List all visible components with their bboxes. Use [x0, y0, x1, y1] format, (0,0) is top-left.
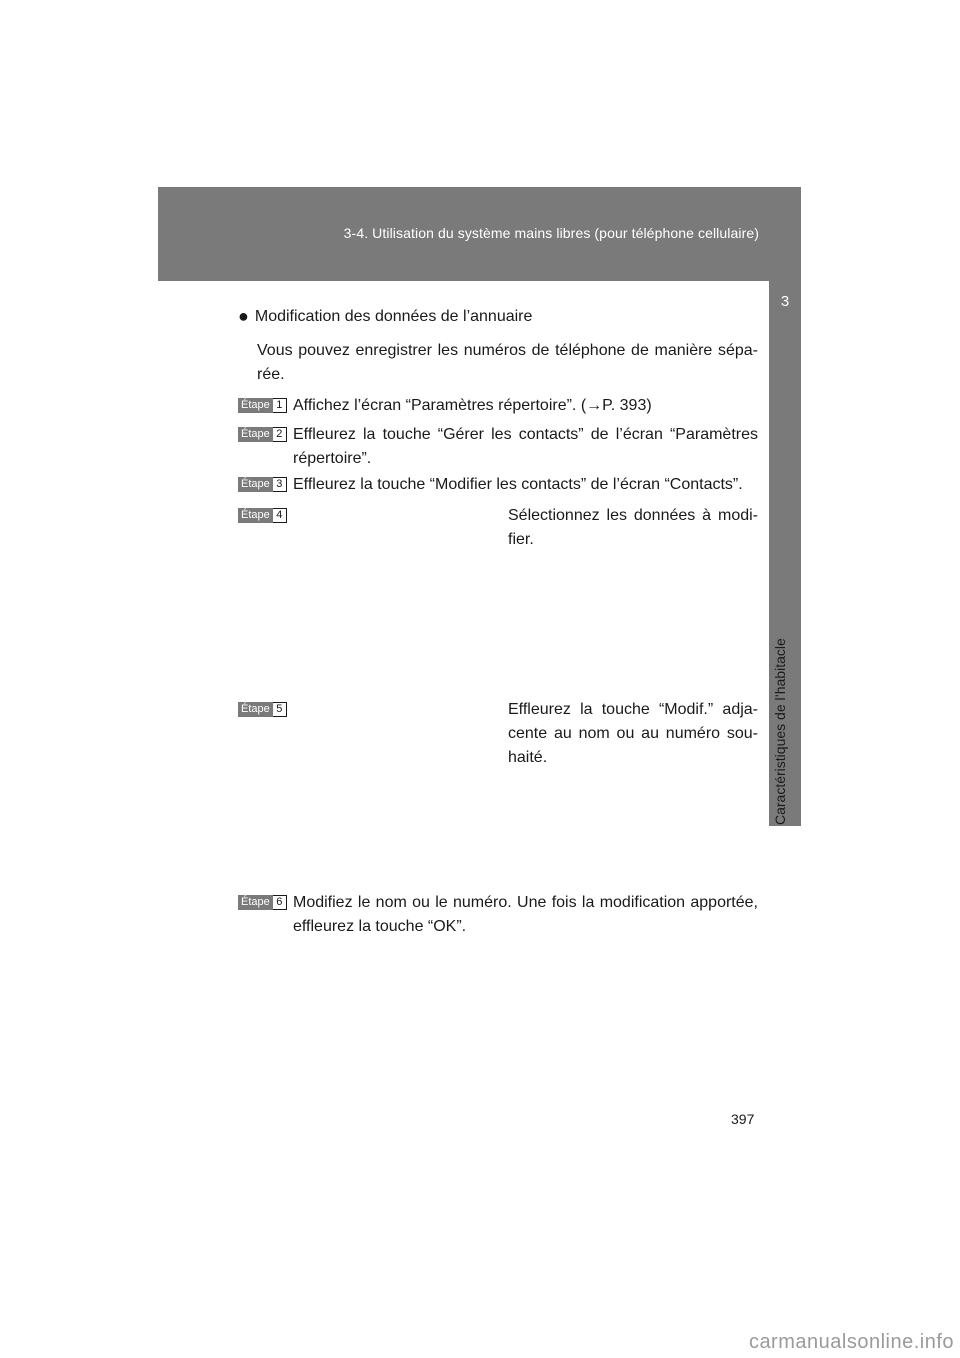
- step-1: [238, 394, 758, 418]
- section-heading-text: Modification des données de l’annuaire: [254, 308, 533, 325]
- bullet-icon: ●: [238, 306, 249, 326]
- step-badge-word: Étape: [238, 702, 273, 717]
- step-badge-word: Étape: [238, 477, 273, 492]
- section-block: [238, 305, 758, 387]
- step-badge-number: 2: [273, 427, 287, 442]
- step-badge-number: 3: [273, 477, 287, 492]
- step-badge: [238, 427, 287, 442]
- step-text: Affichez l’écran “Paramètres répertoire”. (→P. 393): [293, 397, 652, 414]
- step-badge-number: 6: [273, 895, 287, 910]
- section-heading: [238, 305, 758, 329]
- step-text: Modifiez le nom ou le numéro. Une fois la modification apportée, effleurez la touche “OK”.: [293, 894, 758, 935]
- step-text: Effleurez la touche “Modifier les contacts” de l’écran “Contacts”.: [293, 476, 743, 493]
- chapter-title: 3-4. Utilisation du système mains libres (pour téléphone cellulaire): [343, 225, 759, 241]
- step-badge: [238, 702, 287, 717]
- step-5: [238, 698, 758, 770]
- step-badge-word: Étape: [238, 895, 273, 910]
- step-text: Sélectionnez les données à modi-fier.: [508, 507, 758, 548]
- step-3: [238, 473, 758, 497]
- step-badge-number: 4: [273, 508, 287, 523]
- step-badge-number: 5: [273, 702, 287, 717]
- step-badge-word: Étape: [238, 398, 273, 413]
- step-6: [238, 891, 758, 939]
- page-number: 397: [731, 1111, 755, 1127]
- step-2: [238, 423, 758, 471]
- step-badge: [238, 398, 287, 413]
- step-badge-word: Étape: [238, 427, 273, 442]
- chapter-side-label-text: Caractéristiques de l’habitacle: [772, 638, 788, 825]
- step-4: [238, 504, 758, 552]
- step-text: Effleurez la touche “Gérer les contacts” de l’écran “Paramètres répertoire”.: [293, 426, 758, 467]
- step-badge-number: 1: [273, 398, 287, 413]
- section-intro: Vous pouvez enregistrer les numéros de téléphone de manière sépa-rée.: [257, 342, 758, 383]
- chapter-header-band: [158, 187, 801, 281]
- chapter-side-label: [772, 630, 798, 825]
- step-text: Effleurez la touche “Modif.” adja-cente au nom ou au numéro sou-haité.: [508, 701, 758, 766]
- step-badge-word: Étape: [238, 508, 273, 523]
- watermark-text: carmanualsonline.info: [748, 1331, 954, 1353]
- chapter-number: 3: [780, 293, 790, 310]
- step-badge: [238, 477, 287, 492]
- step-badge: [238, 508, 287, 523]
- step-badge: [238, 895, 287, 910]
